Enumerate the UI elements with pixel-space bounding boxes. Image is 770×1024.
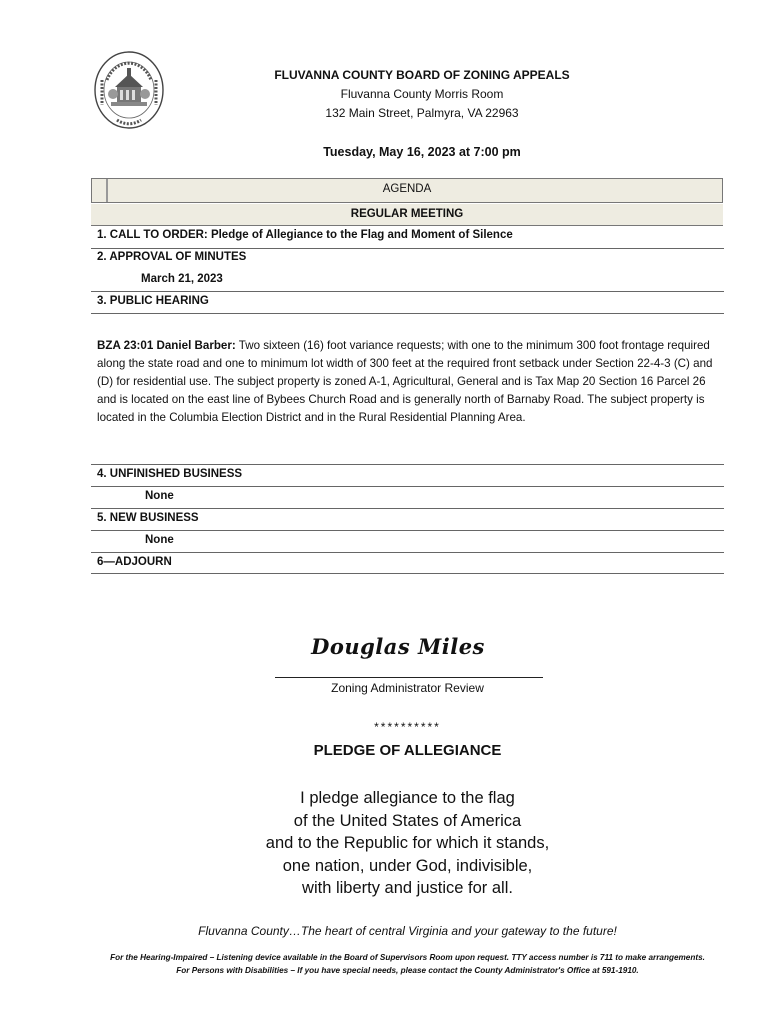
- divider: [91, 248, 724, 249]
- signature-caption: Zoning Administrator Review: [331, 681, 484, 695]
- agenda-item-approval-minutes: 2. APPROVAL OF MINUTES: [97, 251, 247, 263]
- divider: [91, 530, 724, 531]
- pledge-line: I pledge allegiance to the flag: [300, 789, 515, 807]
- hearing-impaired-notice: For the Hearing-Impaired – Listening device available in the Board of Supervisors Room upon request. TTY access number is 711 to make arrangements.: [110, 953, 705, 962]
- public-hearing-case: [97, 337, 717, 427]
- agenda-item-public-hearing: 3. PUBLIC HEARING: [97, 295, 209, 307]
- pledge-line: and to the Republic for which it stands,: [265, 834, 550, 852]
- meeting-address: 132 Main Street, Palmyra, VA 22963: [325, 106, 519, 120]
- divider: [91, 291, 724, 292]
- signature: Douglas Miles: [311, 634, 485, 659]
- pledge-text: [0, 787, 770, 900]
- agenda-item-unfinished-business: 4. UNFINISHED BUSINESS: [97, 468, 243, 480]
- pledge-title: PLEDGE OF ALLEGIANCE: [313, 742, 502, 759]
- pledge-line: one nation, under God, indivisible,: [282, 856, 533, 875]
- board-title: FLUVANNA COUNTY BOARD OF ZONING APPEALS: [274, 68, 570, 82]
- agenda-header-bar: [91, 178, 723, 203]
- disabilities-notice: For Persons with Disabilities – If you have special needs, please contact the County Administrator's Office at 591-1910.: [176, 966, 639, 975]
- divider: [91, 508, 724, 509]
- agenda-item-call-to-order: 1. CALL TO ORDER: Pledge of Allegiance to the Flag and Moment of Silence: [97, 229, 513, 241]
- meeting-type-bar: REGULAR MEETING: [91, 204, 723, 226]
- divider: [91, 486, 724, 487]
- agenda-item-unfinished-none: None: [145, 490, 174, 502]
- agenda-item-new-none: None: [145, 534, 174, 546]
- agenda-item-minutes-date: March 21, 2023: [141, 273, 223, 285]
- county-motto: Fluvanna County…The heart of central Virginia and your gateway to the future!: [198, 924, 617, 938]
- divider: [91, 464, 724, 465]
- divider: [91, 313, 724, 314]
- agenda-label: AGENDA: [382, 183, 432, 195]
- meeting-datetime: Tuesday, May 16, 2023 at 7:00 pm: [323, 145, 521, 159]
- divider: [91, 552, 724, 553]
- case-description: Two sixteen (16) foot variance requests; with one to the minimum 300 foot frontage required along the state road and one to minimum lot width of 300 feet at the required front setback under Section 22-4-3 (C) and (D) for residential use. The subject property is zoned A-1, Agricultural, General and is Tax Map 20 Section 16 Parcel 26 and is located on the east line of Bybees Church Road and is generally north of Barnaby Road. The subject property is located in the Columbia Election District and in the Rural Residential Planning Area.: [97, 339, 713, 424]
- divider: [91, 573, 724, 574]
- agenda-item-adjourn: 6—ADJOURN: [97, 556, 172, 568]
- agenda-item-new-business: 5. NEW BUSINESS: [97, 512, 199, 524]
- section-separator: **********: [374, 720, 441, 734]
- case-label: BZA 23:01 Daniel Barber:: [97, 339, 236, 352]
- signature-line: [275, 677, 543, 678]
- meeting-room: Fluvanna County Morris Room: [340, 87, 504, 101]
- pledge-line: of the United States of America: [293, 811, 522, 830]
- pledge-line: with liberty and justice for all.: [302, 879, 513, 897]
